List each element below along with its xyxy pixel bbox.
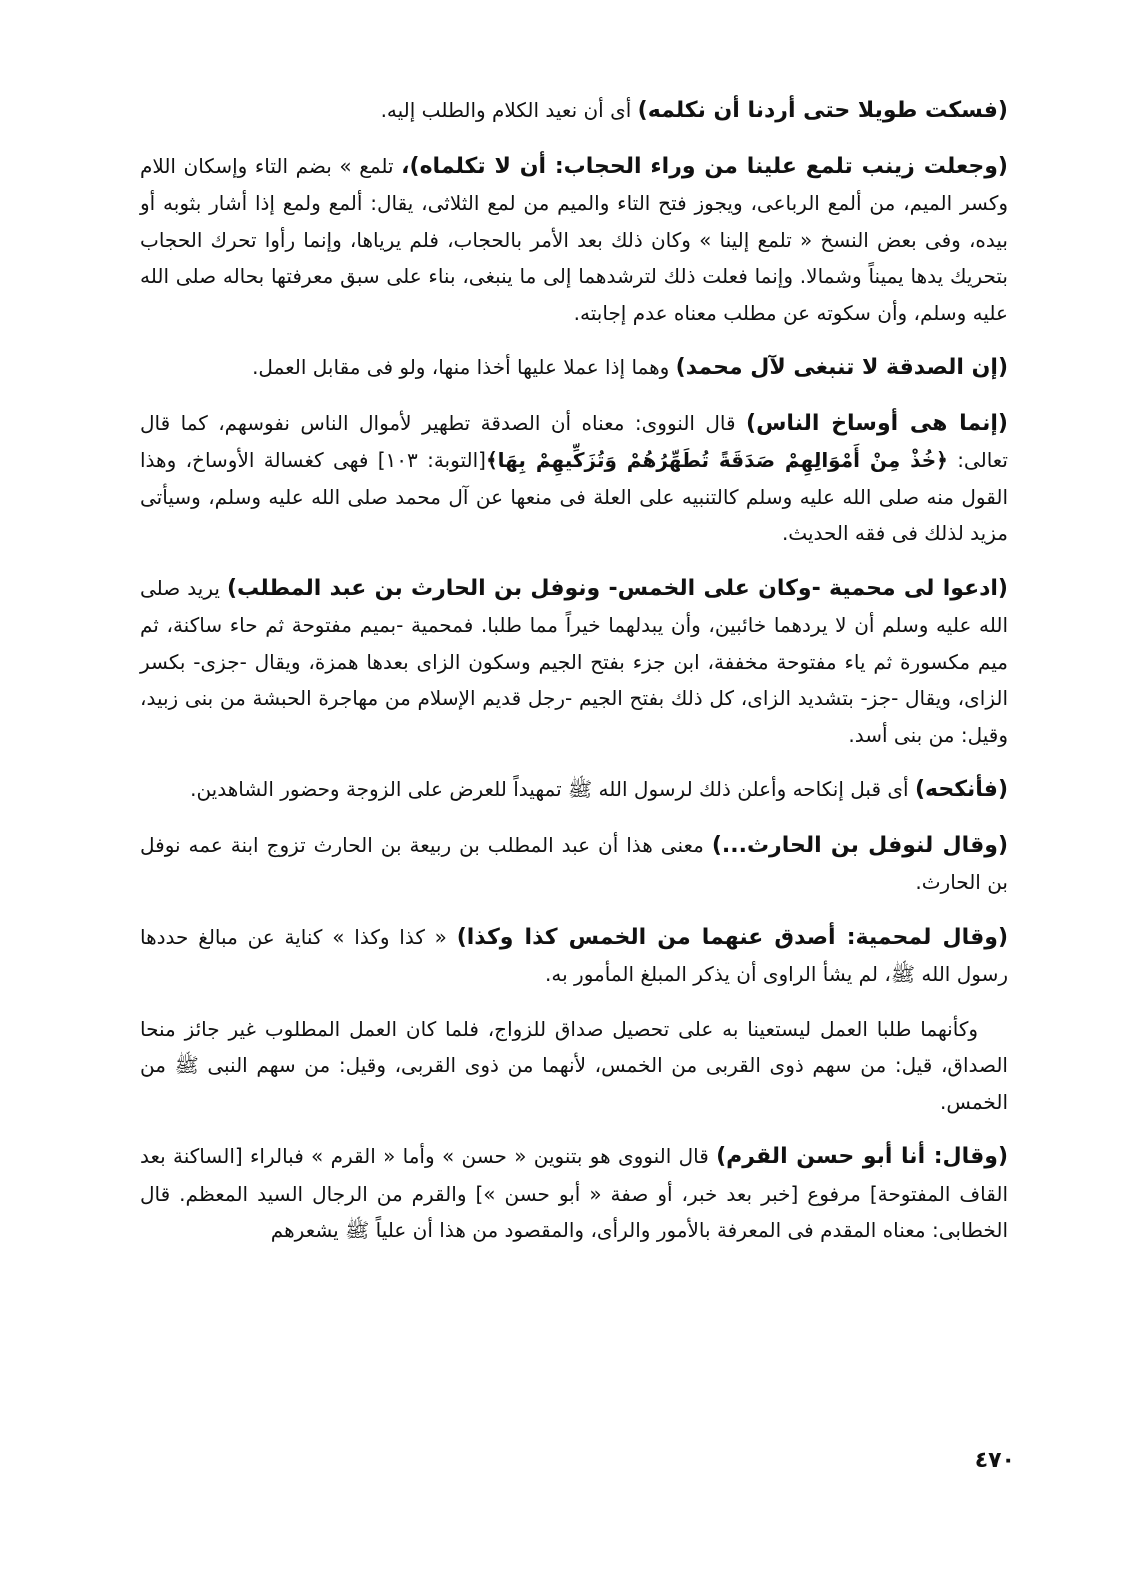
paragraph-8 bbox=[140, 919, 1008, 993]
commentary-text: تلمع » بضم التاء وإسكان اللام وكسر الميم، من ألمع الرباعى، ويجوز فتح التاء والميم من لمع الثلاثى، يقال: ألمع ولمع إذا أشار بثوبه أو بيده، وفى بعض النسخ « تلمع إلينا » وكان ذلك بعد الأمر بالحجاب، فلم يرياها، وإنما رأوا تحرك الحجاب بتحريك يدها يميناً وشمالا. وإنما فعلت ذلك لترشدهما إلى ما ينبغى، بناء على سبق معرفتها بحاله صلى الله عليه وسلم، وأن سكوته عن مطلب معناه عدم إجابته. bbox=[140, 153, 1008, 325]
commentary-text: وكأنهما طلبا العمل ليستعينا به على تحصيل صداق للزواج، فلما كان العمل المطلوب غير جائز منحا الصداق، قيل: من سهم ذوى القربى من الخمس، لأنهما من ذوى القربى، وقيل: من سهم النبى ﷺ من الخمس. bbox=[140, 1016, 1008, 1114]
hadith-phrase: (وقال لمحمية: أصدق عنهما من الخمس كذا وكذا) bbox=[456, 924, 1008, 950]
paragraph-1 bbox=[140, 92, 1008, 130]
hadith-phrase: (إنما هى أوساخ الناس) bbox=[746, 410, 1008, 436]
paragraph-7 bbox=[140, 827, 1008, 901]
commentary-text-continued: [التوبة: ١٠٣] فهى كغسالة الأوساخ، وهذا القول منه صلى الله عليه وسلم كالتنبيه على العلة فى منعها عن آل محمد صلى الله عليه وسلم، وسيأتى مزيد لذلك فى فقه الحديث. bbox=[140, 448, 1008, 545]
commentary-text: يريد صلى الله عليه وسلم أن لا يردهما خائبين، وأن يبدلهما خيراً مما طلبا. فمحمية -بميم مفتوحة ثم حاء ساكنة، ثم ميم مكسورة ثم ياء مفتوحة مخففة، ابن جزء بفتح الجيم وسكون الزاى بعدها همزة، ويقال -جزى- بكسر الزاى، ويقال -جز- بتشديد الزاى، كل ذلك بفتح الجيم -رجل قديم الإسلام من مهاجرة الحبشة من بنى زبيد، وقيل: من بنى أسد. bbox=[140, 575, 1008, 747]
hadith-phrase: (ادعوا لى محمية -وكان على الخمس- ونوفل بن الحارث بن عبد المطلب) bbox=[226, 575, 1008, 601]
commentary-text: قال النووى: معناه أن الصدقة تطهير لأموال الناس نفوسهم، كما قال تعالى: bbox=[140, 410, 1009, 472]
paragraph-5 bbox=[140, 570, 1008, 754]
commentary-text: معنى هذا أن عبد المطلب بن ربيعة بن الحارث تزوج ابنة عمه نوفل بن الحارث. bbox=[140, 832, 1008, 894]
hadith-phrase: (وقال لنوفل بن الحارث...) bbox=[711, 832, 1008, 858]
hadith-phrase: (إن الصدقة لا تنبغى لآل محمد) bbox=[675, 355, 1008, 380]
hadith-phrase: (فأنكحه) bbox=[914, 777, 1008, 802]
page-number: ٤٧٠ bbox=[974, 1448, 1015, 1473]
paragraph-9 bbox=[140, 1011, 1008, 1121]
page-body bbox=[140, 92, 1008, 1267]
commentary-text: قال النووى هو بتنوين « حسن » وأما « القرم » فبالراء [الساكنة بعد القاف المفتوحة] مرفوع [خبر بعد خبر، أو صفة « أبو حسن »] والقرم من الرجال السيد المعظم. قال الخطابى: معناه المقدم فى المعرفة بالأمور والرأى، والمقصود من هذا أن علياً ﷺ يشعرهم bbox=[140, 1144, 1008, 1242]
commentary-text: وهما إذا عملا عليها أخذا منها، ولو فى مقابل العمل. bbox=[252, 355, 676, 379]
quran-verse: ﴿خُذْ مِنْ أَمْوَالِهِمْ صَدَقَةً تُطَهِّرُهُمْ وَتُزَكِّيهِمْ بِهَا﴾ bbox=[485, 448, 948, 472]
hadith-phrase: (فسكت طويلا حتى أردنا أن نكلمه) bbox=[637, 98, 1008, 123]
commentary-text: أى أن نعيد الكلام والطلب إليه. bbox=[380, 98, 638, 122]
paragraph-2 bbox=[140, 148, 1008, 332]
commentary-text: أى قبل إنكاحه وأعلن ذلك لرسول الله ﷺ تمهيداً للعرض على الزوجة وحضور الشاهدين. bbox=[190, 777, 915, 801]
commentary-text: « كذا وكذا » كناية عن مبالغ حددها رسول الله ﷺ، لم يشأ الراوى أن يذكر المبلغ المأمور به. bbox=[140, 924, 1008, 986]
paragraph-4 bbox=[140, 405, 1008, 552]
hadith-phrase: (وقال: أنا أبو حسن القرم) bbox=[716, 1144, 1008, 1169]
paragraph-3 bbox=[140, 349, 1008, 387]
paragraph-6 bbox=[140, 771, 1008, 809]
paragraph-10 bbox=[140, 1138, 1008, 1249]
hadith-phrase: (وجعلت زينب تلمع علينا من وراء الحجاب: أن لا تكلماه)، bbox=[401, 153, 1008, 179]
